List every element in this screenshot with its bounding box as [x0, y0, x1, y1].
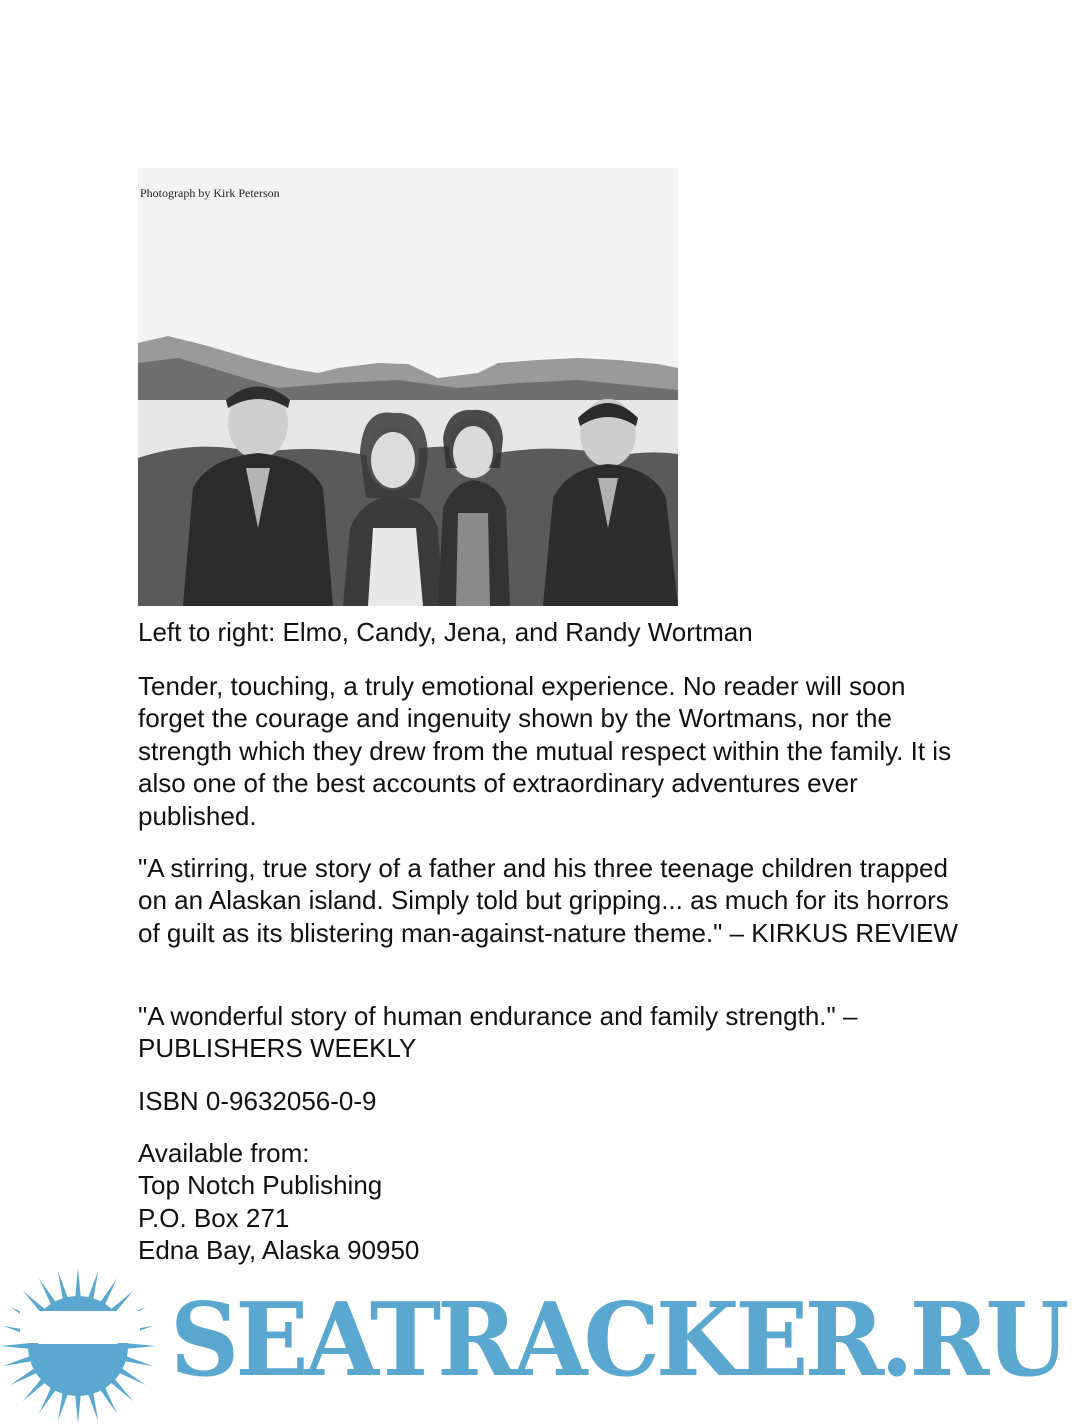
photo-caption: Left to right: Elmo, Candy, Jena, and Randy Wortman [138, 617, 753, 647]
publisher-box: P.O. Box 271 [138, 1202, 290, 1233]
watermark-text: SEATRACKER.RU [170, 1280, 1066, 1400]
review-paragraph: Tender, touching, a truly emotional experience. No reader will soon forget the courage and ingenuity shown by the Wortmans, nor the strength which they drew from the mutual respect within the family. It is also one of the best accounts of extraordinary adventures ever published. [138, 671, 952, 831]
photo-credit: Photograph by Kirk Peterson [140, 186, 280, 200]
availability-block [138, 1137, 968, 1267]
publisher-name: Top Notch Publishing [138, 1170, 383, 1201]
kirkus-quote: "A stirring, true story of a father and his three teenage children trapped on an Alaskan island. Simply told but gripping... as much for its horrors of guilt as its blistering man-against-nature theme." – KIRKUS REVIEW [138, 853, 958, 948]
availability-label: Available from: [138, 1138, 310, 1168]
sun-icon [0, 1266, 160, 1425]
family-photo [138, 168, 678, 606]
watermark [0, 1266, 1080, 1425]
publishers-weekly-quote: "A wonderful story of human endurance and family strength." – PUBLISHERS WEEKLY [138, 1001, 858, 1064]
isbn: ISBN 0-9632056-0-9 [138, 1086, 377, 1116]
publisher-city: Edna Bay, Alaska 90950 [138, 1235, 420, 1266]
family-photo-drawing [138, 168, 678, 606]
